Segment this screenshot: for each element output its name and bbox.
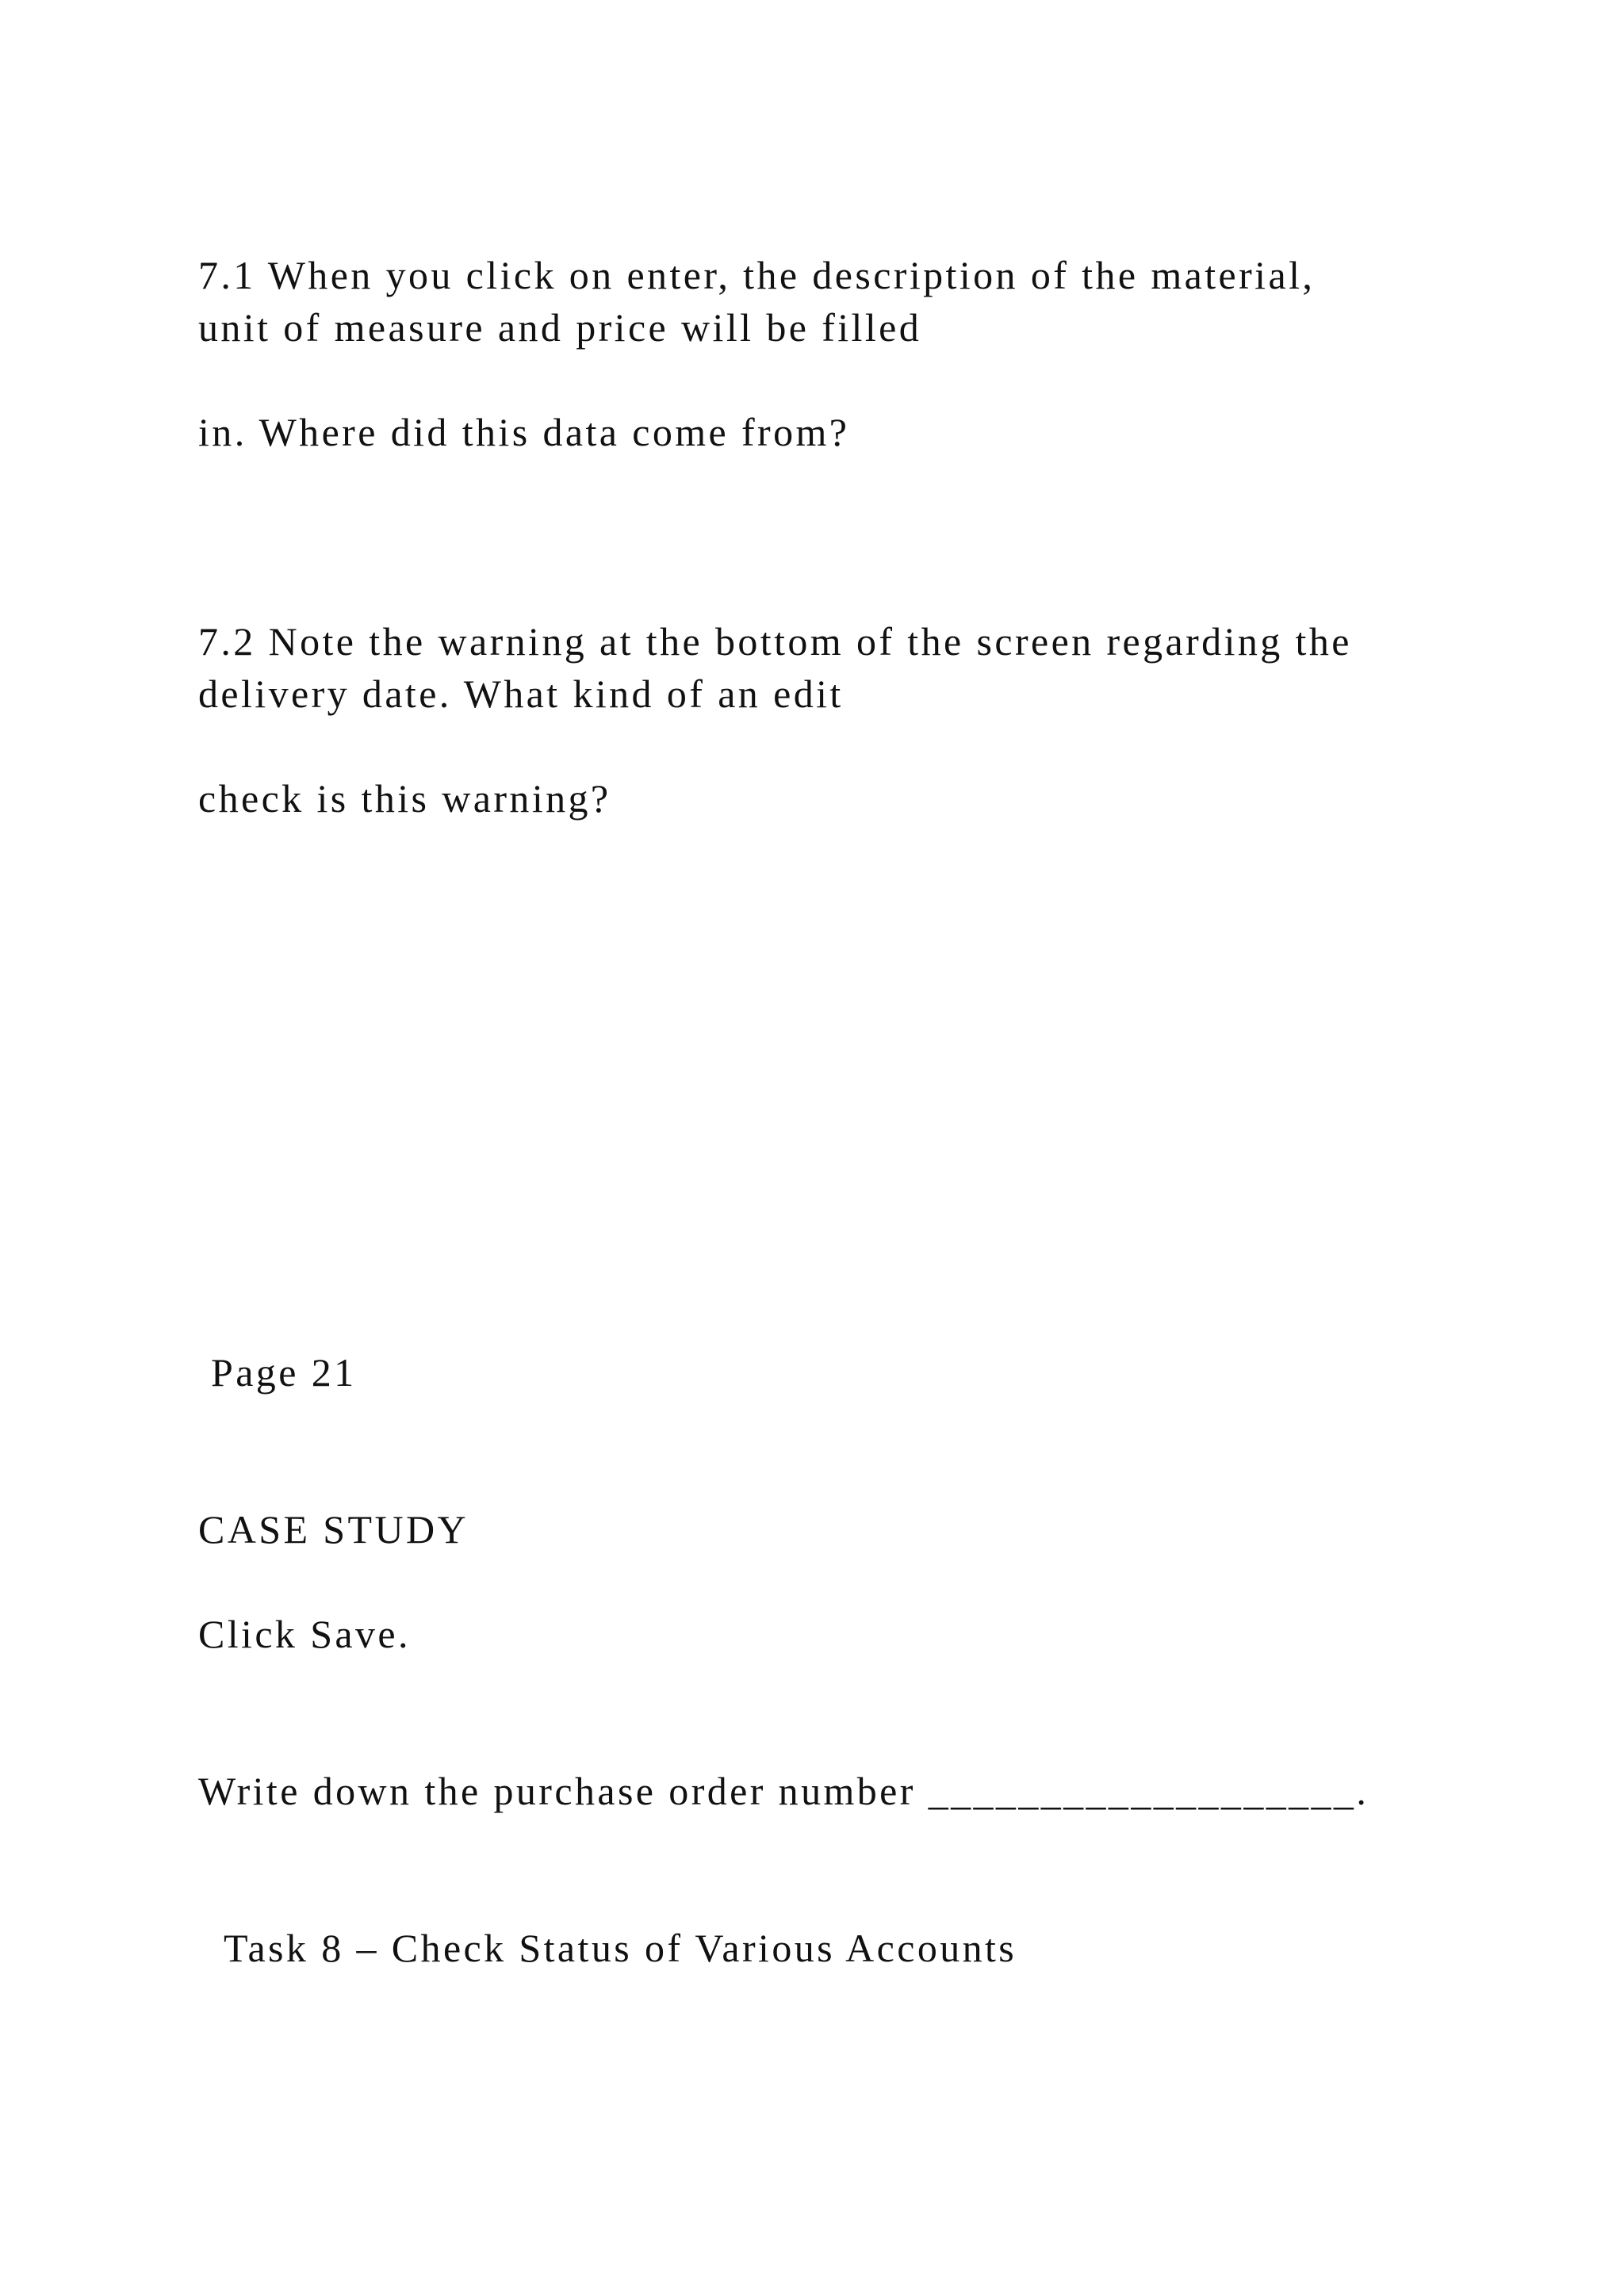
- case-study-header: CASE STUDY: [198, 1507, 469, 1552]
- q71-text-line-1: 7.1 When you click on enter, the description of the material,: [198, 253, 1316, 297]
- q71-text-line-3: in. Where did this data come from?: [198, 410, 850, 454]
- q72-text-line-2: delivery date. What kind of an edit: [198, 672, 844, 716]
- purchase-order-prompt: Write down the purchase order number ___________________.: [198, 1769, 1369, 1813]
- click-save-instruction: Click Save.: [198, 1612, 411, 1656]
- q72-text-line-3: check is this warning?: [198, 776, 611, 821]
- task-8-title: Task 8 – Check Status of Various Accounts: [224, 1926, 1017, 1970]
- q71-text-line-2: unit of measure and price will be filled: [198, 305, 922, 350]
- q72-text-line-1: 7.2 Note the warning at the bottom of the screen regarding the: [198, 619, 1352, 664]
- page-number: Page 21: [211, 1350, 357, 1395]
